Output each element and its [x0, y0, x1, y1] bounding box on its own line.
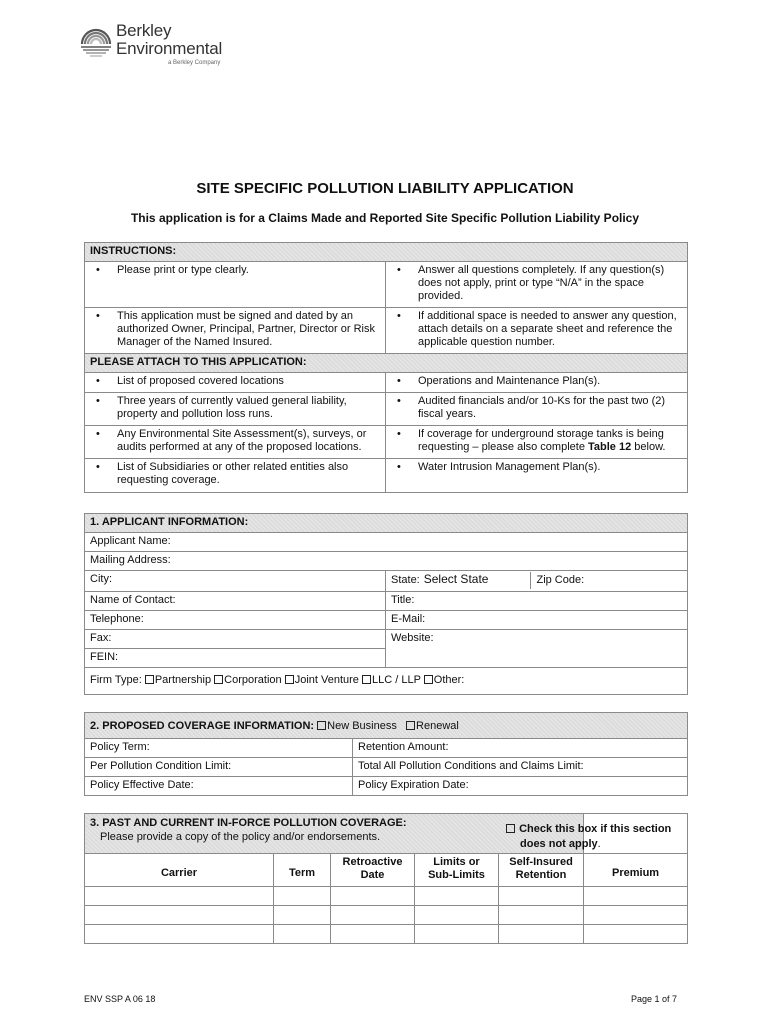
- table-row: [85, 925, 688, 944]
- col-retro-date: [331, 854, 415, 887]
- sir-cell[interactable]: [499, 887, 584, 906]
- page-number: Page 1 of 7: [631, 994, 678, 1004]
- option-label: New Business: [327, 720, 397, 732]
- field-label: Firm Type:: [90, 674, 142, 686]
- email-field[interactable]: [386, 611, 688, 630]
- attach-item: [85, 426, 386, 459]
- state-select[interactable]: Select State: [423, 572, 489, 586]
- renewal-checkbox[interactable]: [406, 721, 415, 730]
- attach-text: • List of Subsidiaries or other related entities also requesting coverage.: [90, 461, 380, 487]
- attach-text: • Any Environmental Site Assessment(s), surveys, or audits performed at any of the proposed locations.: [90, 428, 380, 454]
- field-label: Total All Pollution Conditions and Claims Limit:: [358, 760, 584, 772]
- option-label: Corporation: [224, 674, 282, 686]
- expiration-date-field[interactable]: [353, 777, 688, 796]
- new-business-checkbox[interactable]: [317, 721, 326, 730]
- field-label: E-Mail:: [391, 613, 426, 625]
- field-label: Per Pollution Condition Limit:: [90, 760, 232, 772]
- field-label: Policy Expiration Date:: [358, 779, 469, 791]
- col-retro-line1: Retroactive: [342, 856, 403, 868]
- llc-llp-checkbox[interactable]: [362, 675, 371, 684]
- col-carrier: Carrier: [85, 854, 274, 887]
- carrier-cell[interactable]: [85, 906, 274, 925]
- per-pollution-limit-field[interactable]: [85, 758, 353, 777]
- instructions-header: INSTRUCTIONS:: [85, 243, 688, 262]
- effective-date-field[interactable]: [85, 777, 353, 796]
- policy-term-field[interactable]: [85, 739, 353, 758]
- attach-text: If coverage for underground storage tanks is being requesting – please also complete: [418, 428, 664, 453]
- table-row: [85, 906, 688, 925]
- field-label: Zip Code:: [536, 574, 585, 586]
- attach-text-ust: [391, 428, 682, 454]
- fein-field[interactable]: [85, 649, 386, 668]
- sir-cell[interactable]: [499, 925, 584, 944]
- coverage-header: 2. PROPOSED COVERAGE INFORMATION:: [90, 720, 315, 732]
- sir-cell[interactable]: [499, 906, 584, 925]
- page-title: SITE SPECIFIC POLLUTION LIABILITY APPLICATION: [196, 180, 574, 197]
- check-label-period: .: [597, 838, 601, 850]
- instruction-text: • Please print or type clearly.: [90, 264, 380, 277]
- field-label: Policy Term:: [90, 741, 150, 753]
- mailing-address-field[interactable]: [85, 552, 688, 571]
- attach-item: [386, 393, 688, 426]
- premium-cell[interactable]: [584, 906, 688, 925]
- retro-date-cell[interactable]: [331, 906, 415, 925]
- retention-amount-field[interactable]: [353, 739, 688, 758]
- contact-name-field[interactable]: [85, 592, 386, 611]
- retro-date-cell[interactable]: [331, 887, 415, 906]
- attach-item: [386, 373, 688, 393]
- title-field[interactable]: [386, 592, 688, 611]
- limits-cell[interactable]: [415, 925, 499, 944]
- other-checkbox[interactable]: [424, 675, 433, 684]
- option-label: Other:: [433, 674, 465, 686]
- instruction-text: • If additional space is needed to answer any question, attach details on a separate sheet and reference the applicable question number.: [391, 310, 682, 349]
- field-label: Mailing Address:: [90, 554, 171, 566]
- applicant-name-field[interactable]: [85, 533, 688, 552]
- logo-arcs-icon: [80, 24, 112, 62]
- field-label: FEIN:: [90, 651, 119, 663]
- total-limit-field[interactable]: [353, 758, 688, 777]
- field-label: Applicant Name:: [90, 535, 171, 547]
- carrier-cell[interactable]: [85, 887, 274, 906]
- attach-text-suffix: below.: [631, 441, 666, 453]
- field-label: Title:: [391, 594, 415, 606]
- field-label: Website:: [391, 632, 434, 644]
- field-label: City:: [90, 573, 112, 585]
- field-label: Retention Amount:: [358, 741, 449, 753]
- check-label-line2: does not apply: [520, 838, 598, 850]
- option-label: Renewal: [416, 720, 459, 732]
- not-applicable-checkbox-group: [498, 822, 686, 852]
- corporation-checkbox[interactable]: [214, 675, 223, 684]
- instruction-text: • Answer all questions completely. If any question(s) does not apply, print or type “N/A” in the space provided.: [391, 264, 682, 303]
- field-label: Telephone:: [90, 613, 144, 625]
- partnership-checkbox[interactable]: [145, 675, 154, 684]
- col-sir: [499, 854, 584, 887]
- col-retro-line2: Date: [360, 869, 385, 881]
- joint-venture-checkbox[interactable]: [285, 675, 294, 684]
- applicant-info-table: [84, 513, 688, 695]
- company-logo: [80, 22, 240, 68]
- form-id: ENV SSP A 06 18: [84, 994, 156, 1004]
- col-limits-line1: Limits or: [433, 856, 480, 868]
- term-cell[interactable]: [274, 906, 331, 925]
- attach-item: [85, 373, 386, 393]
- firm-type-row: [85, 668, 688, 695]
- table-row: [85, 887, 688, 906]
- website-field[interactable]: [386, 630, 688, 668]
- fax-field[interactable]: [85, 630, 386, 649]
- attach-header: PLEASE ATTACH TO THIS APPLICATION:: [85, 354, 688, 373]
- term-cell[interactable]: [274, 925, 331, 944]
- attach-text: • Three years of currently valued general liability, property and pollution loss runs.: [90, 395, 380, 421]
- col-term: Term: [274, 854, 331, 887]
- logo-tagline: a Berkley Company: [168, 60, 221, 66]
- premium-cell[interactable]: [584, 925, 688, 944]
- city-field[interactable]: [85, 571, 386, 592]
- instruction-item: [386, 262, 688, 308]
- state-zip-cell: [386, 571, 688, 592]
- applicant-header: 1. APPLICANT INFORMATION:: [85, 514, 688, 533]
- attach-item: [386, 426, 688, 459]
- past-coverage-note: Please provide a copy of the policy and/or endorsements.: [100, 831, 381, 843]
- field-label: Policy Effective Date:: [90, 779, 194, 791]
- field-label: Fax:: [90, 632, 112, 644]
- coverage-header-row: [85, 713, 688, 739]
- attach-item: [85, 459, 386, 493]
- col-premium: Premium: [584, 854, 688, 887]
- limits-cell[interactable]: [415, 906, 499, 925]
- attach-item: [386, 459, 688, 493]
- instruction-item: [386, 308, 688, 354]
- limits-cell[interactable]: [415, 887, 499, 906]
- past-coverage-header: 3. PAST AND CURRENT IN-FORCE POLLUTION COVERAGE:: [90, 817, 407, 829]
- col-limits: [415, 854, 499, 887]
- table-12-reference: Table 12: [588, 441, 632, 453]
- instruction-item: [85, 262, 386, 308]
- telephone-field[interactable]: [85, 611, 386, 630]
- field-label: Name of Contact:: [90, 594, 176, 606]
- check-label-line1: Check this box if this section: [519, 823, 672, 835]
- option-label: Partnership: [154, 674, 212, 686]
- term-cell[interactable]: [274, 887, 331, 906]
- carrier-cell[interactable]: [85, 925, 274, 944]
- attach-text: • List of proposed covered locations: [90, 375, 380, 388]
- logo-text-berkley: Berkley: [116, 21, 172, 40]
- col-sir-line1: Self-Insured: [509, 856, 573, 868]
- premium-cell[interactable]: [584, 887, 688, 906]
- proposed-coverage-table: [84, 712, 688, 796]
- col-sir-line2: Retention: [515, 869, 567, 881]
- field-label: State:: [391, 574, 420, 586]
- attach-text: • Audited financials and/or 10-Ks for the past two (2) fiscal years.: [391, 395, 682, 421]
- instruction-item: [85, 308, 386, 354]
- attach-text: • Water Intrusion Management Plan(s).: [391, 461, 682, 474]
- zip-code-field[interactable]: [530, 572, 584, 589]
- page-subtitle: This application is for a Claims Made and Reported Site Specific Pollution Liability Policy: [130, 211, 640, 225]
- attach-item: [85, 393, 386, 426]
- logo-text-environmental: Environmental: [116, 39, 223, 58]
- instruction-text: • This application must be signed and dated by an authorized Owner, Principal, Partner, Director or Risk Manager of the Named Insured.: [90, 310, 380, 349]
- option-label: LLC / LLP: [371, 674, 421, 686]
- not-applicable-checkbox[interactable]: [506, 824, 515, 833]
- instructions-table: [84, 242, 688, 493]
- attach-text: • Operations and Maintenance Plan(s).: [391, 375, 682, 388]
- retro-date-cell[interactable]: [331, 925, 415, 944]
- col-limits-line2: Sub-Limits: [428, 869, 485, 881]
- option-label: Joint Venture: [294, 674, 359, 686]
